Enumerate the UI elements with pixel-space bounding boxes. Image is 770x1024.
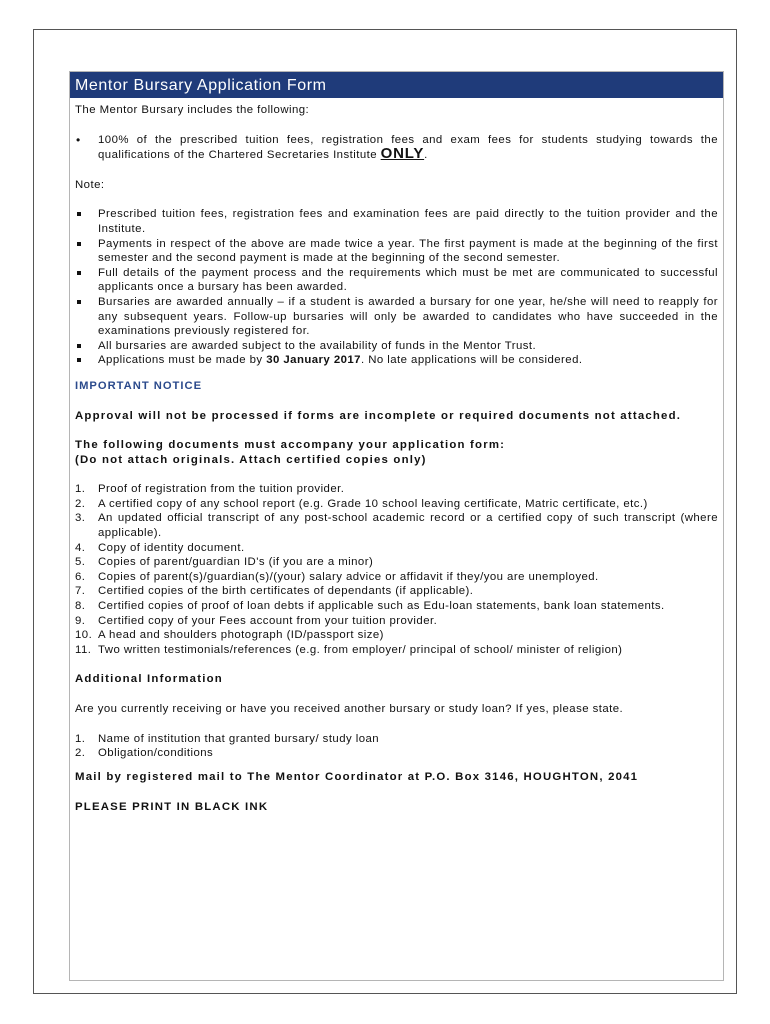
- bursary-question: Are you currently receiving or have you received another bursary or study loan? If yes, please state.: [75, 703, 624, 715]
- form-content: [70, 103, 723, 815]
- note-item-deadline: Applications must be made by 30 January 2017. No late applications will be considered.: [75, 353, 718, 368]
- notes-list: [75, 207, 718, 368]
- document-item: 7. Certified copies of the birth certificates of dependants (if applicable).: [75, 585, 474, 598]
- mail-instructions: Mail by registered mail to The Mentor Coordinator at P.O. Box 3146, HOUGHTON, 2041: [75, 770, 639, 783]
- print-instruction: PLEASE PRINT IN BLACK INK: [75, 801, 269, 814]
- document-item: 3. An updated official transcript of any post-school academic record or a certified copy of such transcript (where applicable).: [75, 512, 718, 540]
- note-item: Payments in respect of the above are made twice a year. The first payment is made at the beginning of the first semester and the second payment is made at the beginning of the second semester.: [75, 237, 718, 266]
- document-item: 4. Copy of identity document.: [75, 541, 245, 554]
- note-label: Note:: [75, 178, 105, 191]
- includes-item: • 100% of the prescribed tuition fees, registration fees and exam fees for students studying towards the qualifications of the Chartered Secretaries Institute ONLY.: [75, 133, 718, 163]
- documents-heading: The following documents must accompany your application form: (Do not attach originals. Attach certified copies only): [75, 439, 506, 466]
- document-item: 2. A certified copy of any school report (e.g. Grade 10 school leaving certificate, Matric certificate, etc.): [75, 497, 648, 510]
- approval-warning: Approval will not be processed if forms are incomplete or required documents not attached.: [75, 409, 682, 422]
- intro-text: The Mentor Bursary includes the following:: [75, 104, 310, 116]
- institution-list: [75, 732, 718, 761]
- bursary-form: [69, 71, 724, 981]
- documents-list: [75, 482, 718, 657]
- note-item: All bursaries are awarded subject to the availability of funds in the Mentor Trust.: [75, 339, 718, 354]
- note-item: Bursaries are awarded annually – if a student is awarded a bursary for one year, he/she will need to reapply for any subsequent years. Follow-up bursaries will only be awarded to candidates who have succeeded in the examinations previously registered for.: [75, 295, 718, 339]
- document-item: 11. Two written testimonials/references (e.g. from employer/ principal of school/ minister of religion): [75, 643, 623, 656]
- deadline-date: 30 January 2017: [266, 354, 361, 367]
- institution-item: 2. Obligation/conditions: [75, 747, 214, 760]
- document-page: [33, 29, 737, 994]
- document-item: 8. Certified copies of proof of loan debts if applicable such as Edu-loan statements, bank loan statements.: [75, 600, 665, 613]
- only-emphasis: ONLY: [380, 145, 425, 163]
- document-item: 10. A head and shoulders photograph (ID/passport size): [75, 629, 384, 642]
- note-item: Prescribed tuition fees, registration fees and examination fees are paid directly to the tuition provider and the Institute.: [75, 207, 718, 236]
- document-item: 6. Copies of parent(s)/guardian(s)/(your) salary advice or affidavit if they/you are unemployed.: [75, 570, 599, 583]
- additional-info-heading: Additional Information: [75, 673, 223, 686]
- form-title: Mentor Bursary Application Form: [70, 72, 723, 98]
- document-item: 9. Certified copy of your Fees account from your tuition provider.: [75, 614, 438, 627]
- institution-item: 1. Name of institution that granted bursary/ study loan: [75, 732, 380, 745]
- document-item: 5. Copies of parent/guardian ID's (if you are a minor): [75, 556, 374, 569]
- note-item: Full details of the payment process and the requirements which must be met are communicated to successful applicants once a bursary has been awarded.: [75, 266, 718, 295]
- important-notice-heading: IMPORTANT NOTICE: [75, 379, 203, 392]
- includes-list: [75, 133, 718, 163]
- document-item: 1. Proof of registration from the tuition provider.: [75, 483, 345, 496]
